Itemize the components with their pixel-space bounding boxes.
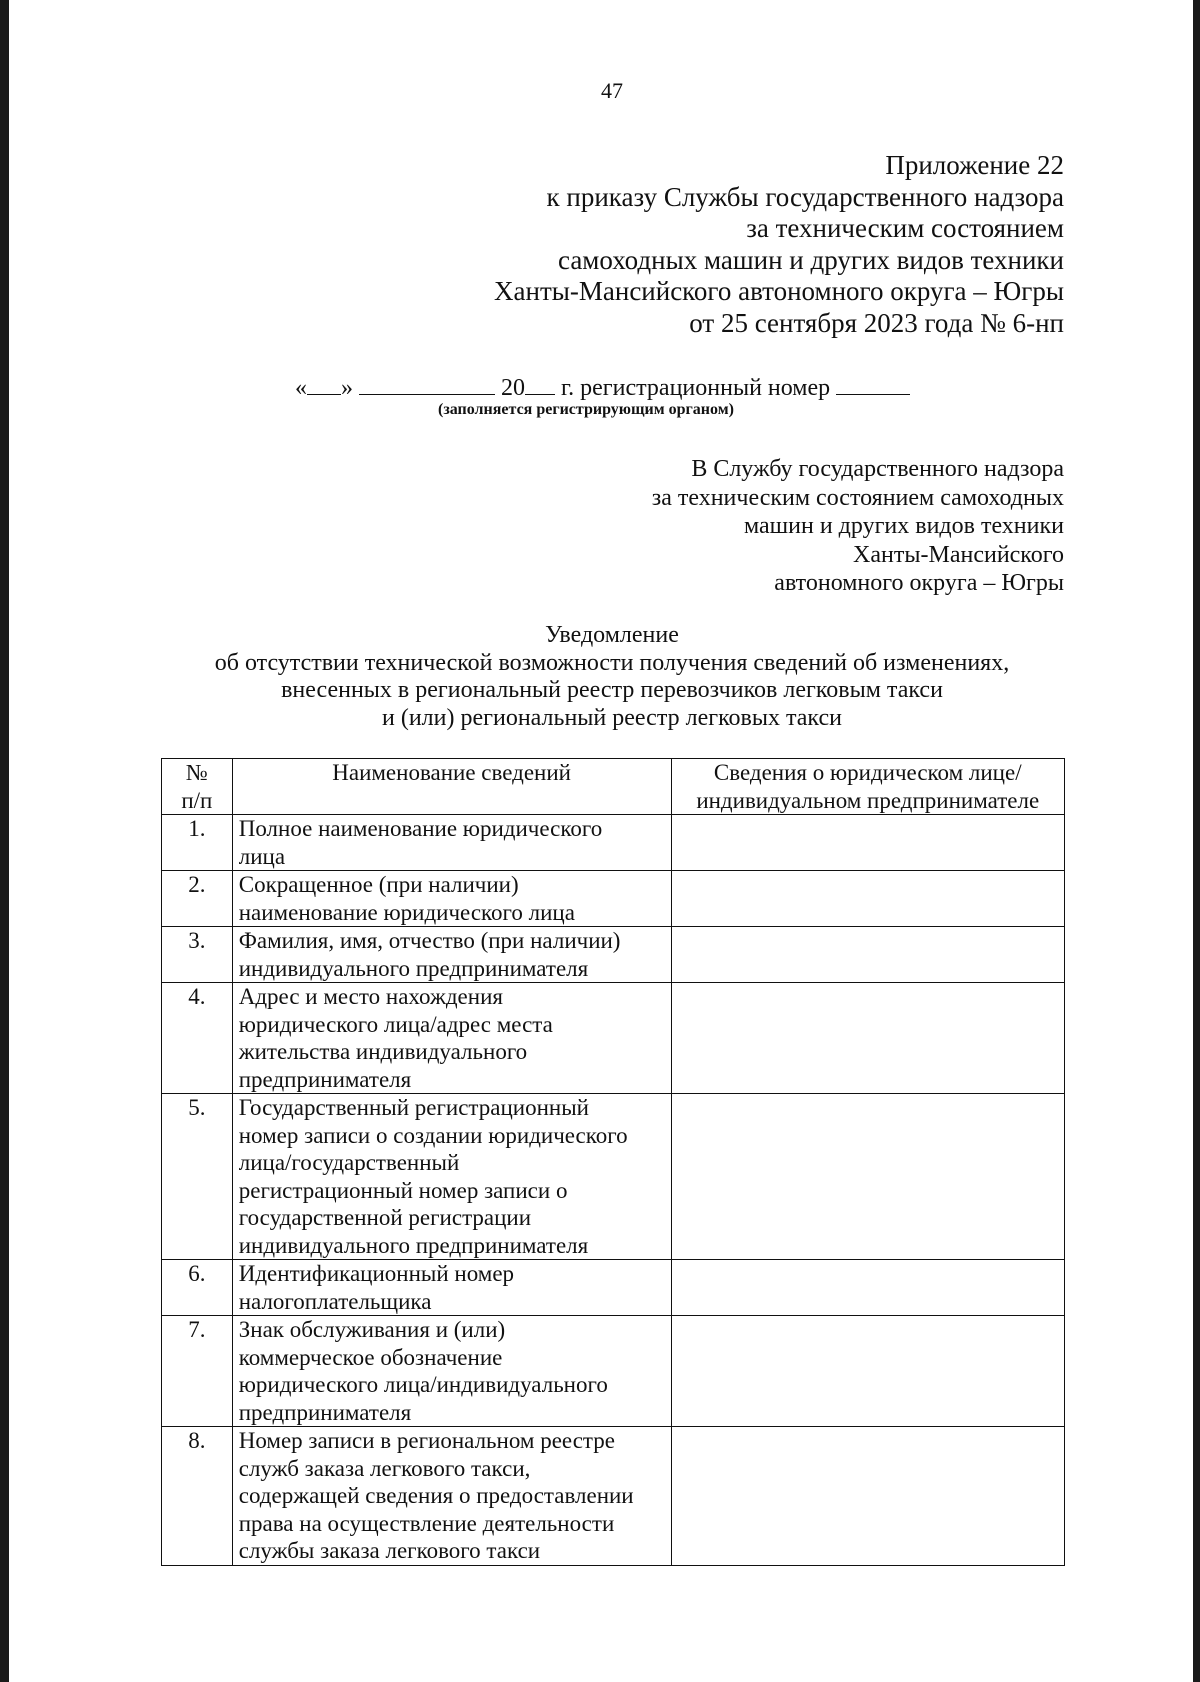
row-field-name-line: службы заказа легкового такси: [238, 1538, 541, 1563]
row-field-name: [232, 815, 671, 871]
table-row: [162, 1260, 1065, 1316]
header-info: [671, 759, 1065, 815]
row-value-cell[interactable]: [671, 927, 1065, 983]
row-field-name-line: права на осуществление деятельности: [238, 1510, 615, 1536]
row-field-name-line: номер записи о создании юридического: [238, 1122, 628, 1148]
page-number: 47: [601, 78, 623, 103]
row-field-name-line: коммерческое обозначение: [238, 1344, 503, 1370]
row-field-name-line: Государственный регистрационный: [238, 1095, 589, 1120]
appendix-line: Приложение 22: [885, 150, 1064, 180]
header-name: Наименование сведений: [232, 759, 671, 815]
registration-number-blank: [836, 372, 910, 395]
row-number: 5.: [162, 1094, 233, 1260]
registration-line: [295, 372, 910, 402]
row-field-name-line: служб заказа легкового такси,: [238, 1455, 531, 1481]
year-prefix: 20: [501, 375, 525, 401]
day-blank: [307, 372, 341, 395]
table-row: [162, 983, 1065, 1094]
row-field-name: [232, 871, 671, 927]
header-number-symbol: №: [185, 760, 208, 785]
row-field-name-line: Фамилия, имя, отчество (при наличии): [238, 928, 621, 953]
header-number: [162, 759, 233, 815]
row-number: 6.: [162, 1260, 233, 1316]
row-field-name-line: налогоплательщика: [238, 1288, 432, 1314]
year-blank: [525, 372, 555, 395]
row-field-name: [232, 983, 671, 1094]
row-value-cell[interactable]: [671, 983, 1065, 1094]
quote-close: »: [341, 375, 353, 401]
month-blank: [359, 372, 495, 395]
row-field-name-line: Номер записи в региональном реестре: [238, 1428, 615, 1453]
addressee-line: автономного округа – Югры: [774, 570, 1064, 596]
row-number: 8.: [162, 1427, 233, 1566]
row-field-name-line: предпринимателя: [238, 1066, 412, 1092]
row-value-cell[interactable]: [671, 1094, 1065, 1260]
quote-open: «: [295, 375, 307, 401]
row-field-name: [232, 1316, 671, 1427]
table-row: [162, 1094, 1065, 1260]
row-field-name-line: индивидуального предпринимателя: [238, 955, 589, 981]
row-value-cell[interactable]: [671, 1316, 1065, 1427]
title-line: Уведомление: [545, 622, 679, 648]
table-header-row: [162, 759, 1065, 815]
row-field-name-line: Полное наименование юридического: [238, 816, 603, 841]
row-value-cell[interactable]: [671, 1427, 1065, 1566]
row-field-name-line: Идентификационный номер: [238, 1261, 515, 1286]
row-field-name-line: лица: [238, 843, 286, 869]
row-field-name-line: индивидуального предпринимателя: [238, 1232, 589, 1258]
row-number: 4.: [162, 983, 233, 1094]
row-value-cell[interactable]: [671, 815, 1065, 871]
addressee-line: Ханты-Мансийского: [853, 541, 1064, 568]
title-line: об отсутствии технической возможности получения сведений об изменениях,: [214, 649, 1010, 676]
table-row: [162, 1316, 1065, 1427]
document-title: [0, 622, 1200, 732]
appendix-line: самоходных машин и других видов техники: [558, 244, 1064, 275]
addressee-line: за техническим состоянием самоходных: [651, 484, 1064, 511]
title-line: внесенных в региональный реестр перевозчиков легковым такси: [281, 677, 943, 703]
row-value-cell[interactable]: [671, 871, 1065, 927]
row-field-name-line: Адрес и место нахождения: [238, 984, 503, 1009]
row-field-name: [232, 927, 671, 983]
header-info-line: Сведения о юридическом лице/: [713, 760, 1022, 785]
addressee-line: машин и других видов техники: [743, 513, 1064, 539]
appendix-line: Ханты-Мансийского автономного округа – Югры: [494, 276, 1064, 306]
table-row: [162, 927, 1065, 983]
title-line: и (или) региональный реестр легковых такси: [382, 704, 842, 731]
row-field-name: [232, 1427, 671, 1566]
row-field-name-line: Знак обслуживания и (или): [238, 1317, 506, 1342]
appendix-line: за техническим состоянием: [746, 213, 1064, 243]
row-value-cell[interactable]: [671, 1260, 1065, 1316]
scan-edge-left: [0, 0, 9, 1682]
appendix-line: от 25 сентября 2023 года № 6-нп: [689, 307, 1064, 338]
appendix-header: [494, 150, 1064, 339]
table-row: [162, 871, 1065, 927]
row-field-name-line: регистрационный номер записи о: [238, 1177, 568, 1203]
addressee-line: В Службу государственного надзора: [691, 456, 1064, 482]
information-table: [161, 758, 1065, 1566]
row-field-name-line: государственной регистрации: [238, 1205, 532, 1230]
addressee-block: [652, 455, 1064, 598]
row-number: 7.: [162, 1316, 233, 1427]
row-field-name: [232, 1260, 671, 1316]
appendix-line: к приказу Службы государственного надзора: [546, 181, 1064, 212]
scan-edge-right: [1193, 0, 1200, 1682]
row-field-name-line: наименование юридического лица: [238, 899, 575, 925]
table-row: [162, 1427, 1065, 1566]
row-field-name-line: юридического лица/индивидуального: [238, 1372, 608, 1397]
table-row: [162, 815, 1065, 871]
row-field-name-line: жительства индивидуального: [238, 1039, 528, 1064]
header-number-abbr: п/п: [181, 787, 213, 813]
row-field-name-line: лица/государственный: [238, 1150, 460, 1175]
row-field-name-line: юридического лица/адрес места: [238, 1011, 553, 1037]
row-number: 2.: [162, 871, 233, 927]
header-info-line: индивидуальном предпринимателе: [696, 787, 1040, 813]
row-number: 1.: [162, 815, 233, 871]
registration-note: (заполняется регистрирующим органом): [438, 401, 734, 418]
row-number: 3.: [162, 927, 233, 983]
row-field-name-line: Сокращенное (при наличии): [238, 872, 519, 897]
row-field-name-line: предпринимателя: [238, 1399, 412, 1425]
registration-number-label: г. регистрационный номер: [561, 375, 831, 401]
row-field-name: [232, 1094, 671, 1260]
row-field-name-line: содержащей сведения о предоставлении: [238, 1483, 634, 1508]
